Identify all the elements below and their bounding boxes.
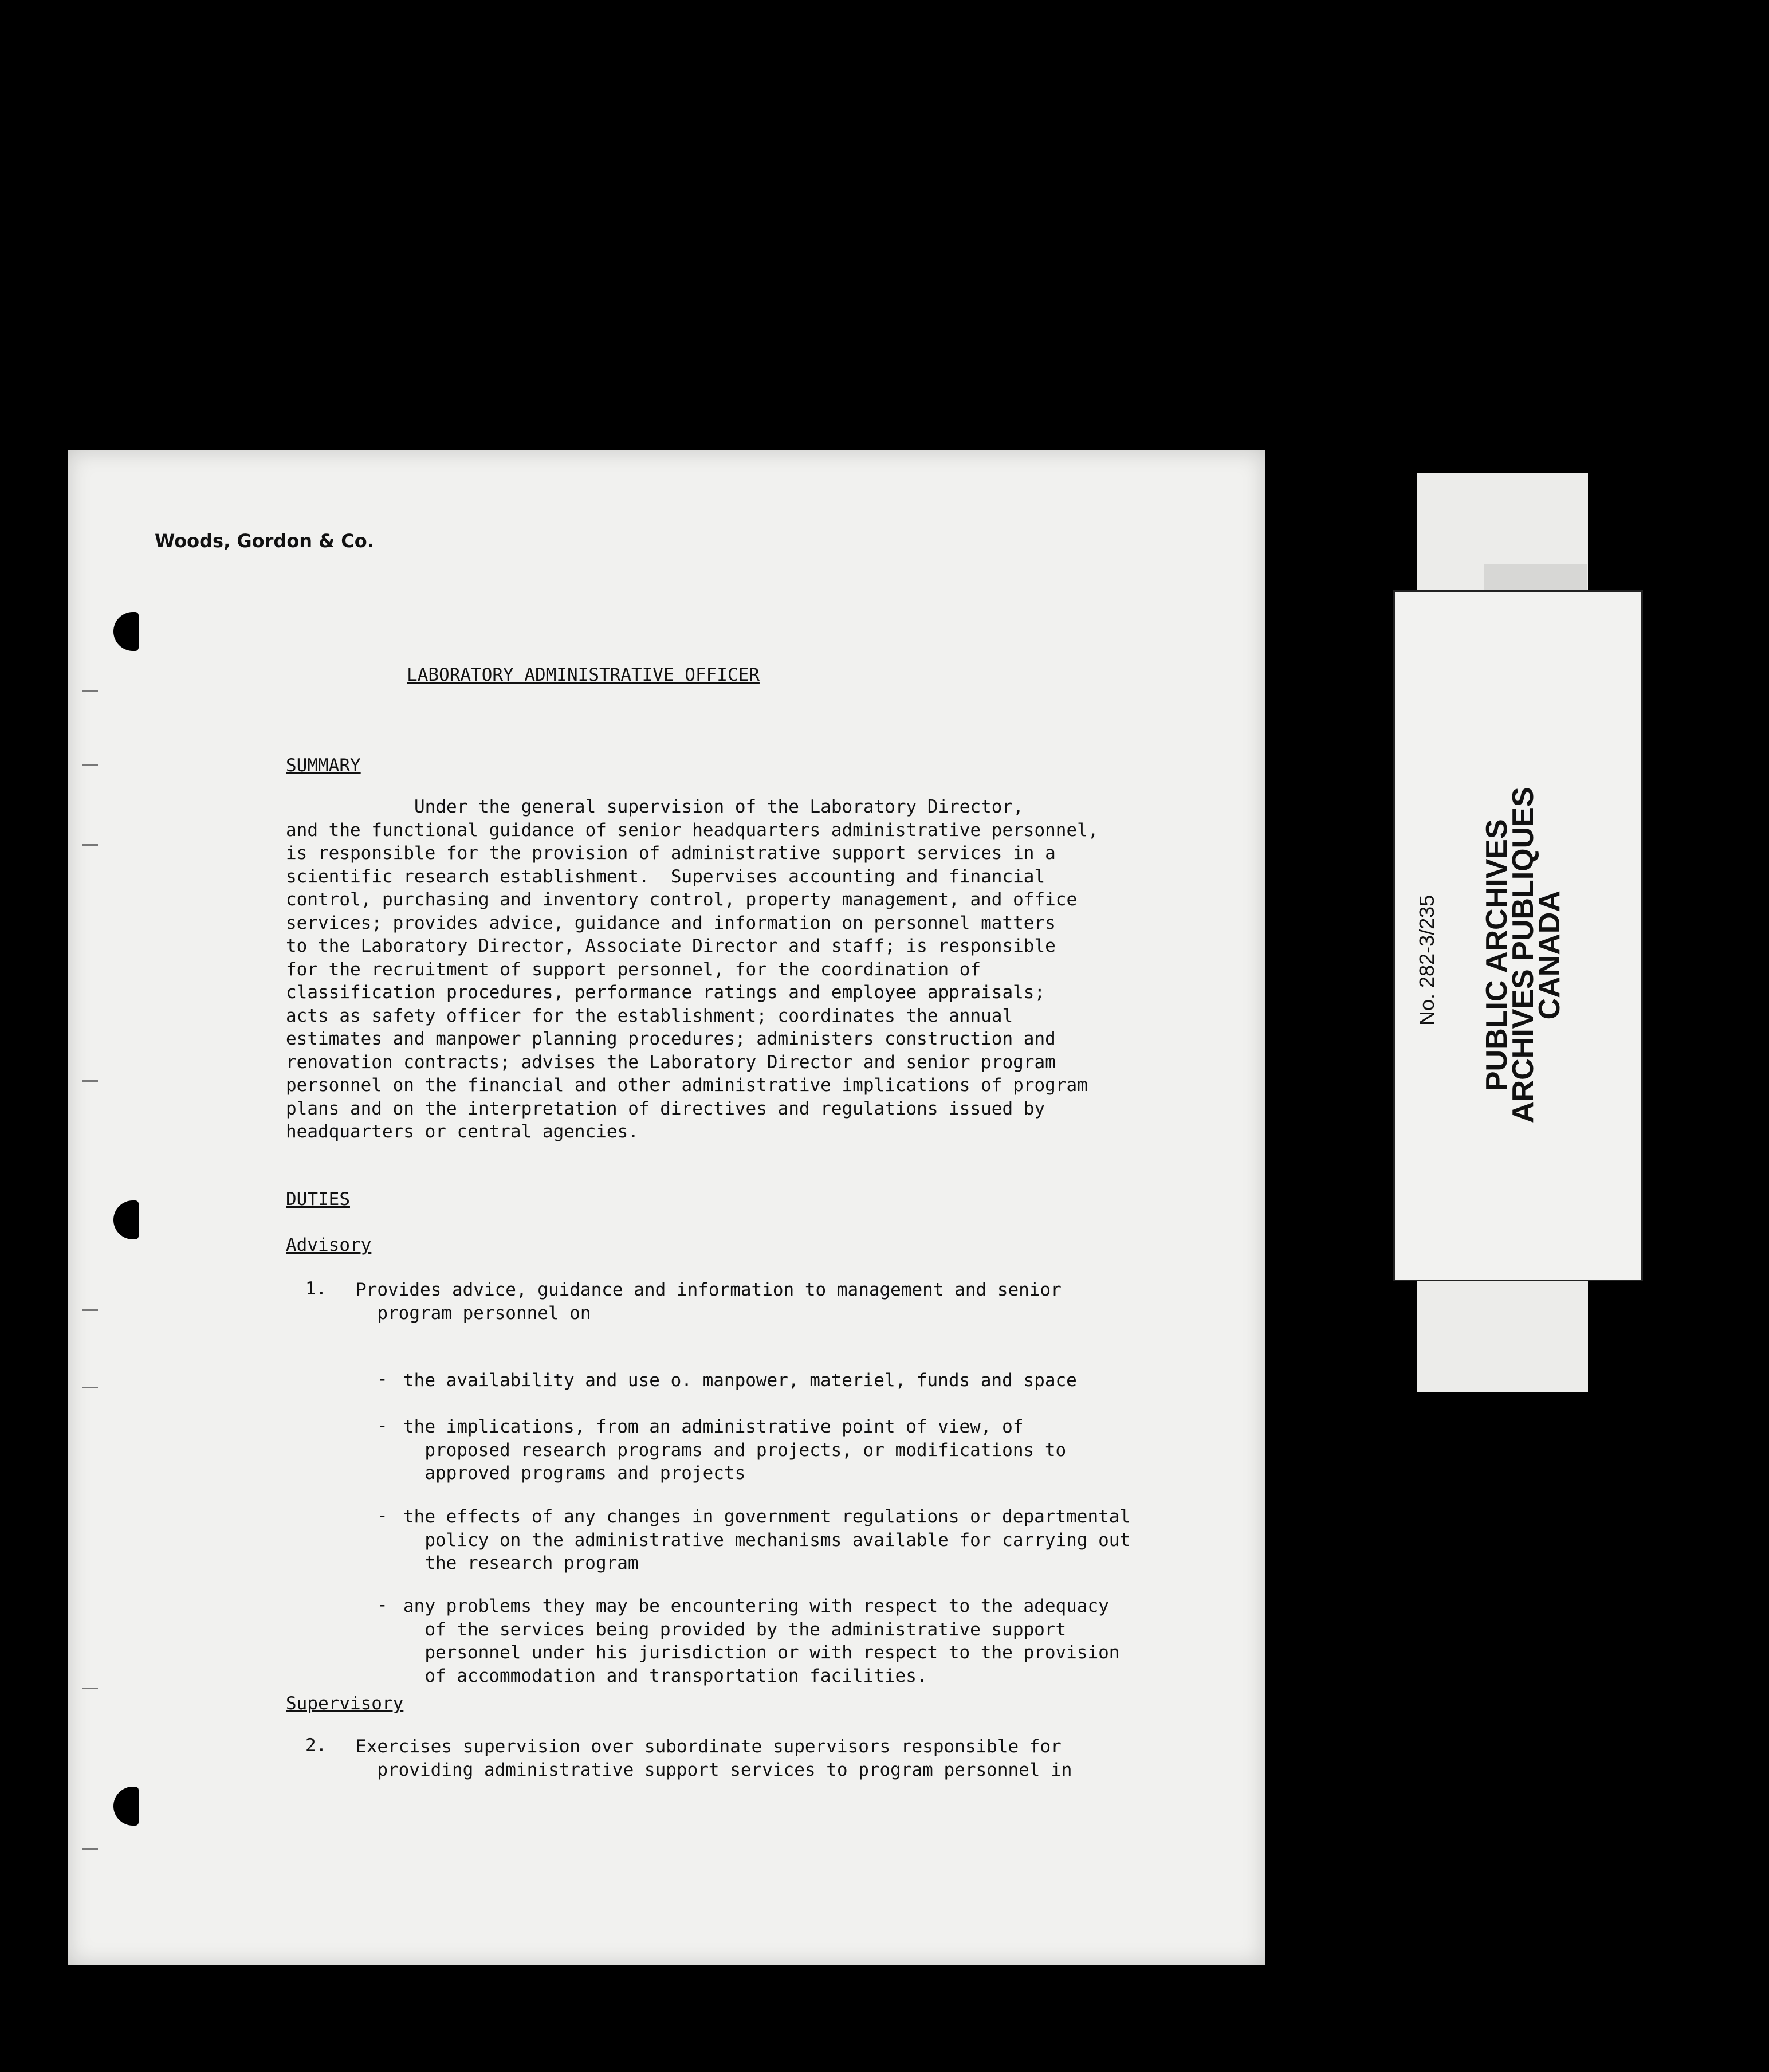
advisory-heading: Advisory (286, 1235, 372, 1255)
text-line: and the functional guidance of senior headquarters administrative personnel, (286, 819, 1099, 841)
text-line: program personnel on (356, 1302, 591, 1324)
text-line: estimates and manpower planning procedures; administers construction and (286, 1029, 1056, 1049)
text-line: for the recruitment of support personnel, for the coordination of (286, 959, 981, 980)
text-line: services; provides advice, guidance and information on personnel matters (286, 912, 1056, 933)
text-line: the implications, from an administrative point of view, of (403, 1416, 1024, 1437)
text-line: approved programs and projects (403, 1463, 746, 1484)
bullet-text (403, 1505, 1389, 1575)
document-title: LABORATORY ADMINISTRATIVE OFFICER (407, 665, 760, 685)
margin-tick (82, 1848, 98, 1850)
text-line: Exercises supervision over subordinate supervisors responsible for (356, 1736, 1062, 1757)
text-line: the availability and use o. manpower, materiel, funds and space (403, 1370, 1077, 1391)
text-line: the effects of any changes in government regulations or departmental (403, 1506, 1131, 1527)
document-page (68, 450, 1265, 1965)
text-line: Provides advice, guidance and information to management and senior (356, 1280, 1062, 1300)
archive-line: CANADA (1533, 890, 1566, 1020)
margin-tick (82, 1309, 98, 1311)
summary-heading: SUMMARY (286, 755, 361, 776)
item-2-text (356, 1735, 1341, 1781)
text-line: policy on the administrative mechanisms available for carrying out (403, 1529, 1131, 1551)
summary-paragraph (286, 795, 1271, 1144)
archive-number: No. 282-3/235 (1415, 894, 1438, 1026)
margin-tick (82, 690, 98, 692)
text-line: personnel on the financial and other administrative implications of program (286, 1075, 1088, 1096)
duties-heading: DUTIES (286, 1189, 350, 1210)
archive-name (1480, 787, 1566, 1123)
bullet-text (403, 1415, 1389, 1485)
item-number: 2. (305, 1735, 327, 1756)
text-line: acts as safety officer for the establishment; coordinates the annual (286, 1005, 1013, 1026)
margin-tick (82, 844, 98, 846)
bullet-text (403, 1595, 1389, 1688)
text-line: classification procedures, performance ratings and employee appraisals; (286, 982, 1045, 1003)
binder-hole-top (113, 612, 139, 651)
text-line: proposed research programs and projects, or modifications to (403, 1439, 1067, 1461)
text-line: control, purchasing and inventory control, property management, and office (286, 889, 1078, 910)
text-line: to the Laboratory Director, Associate Director and staff; is responsible (286, 936, 1056, 956)
item-1-text (356, 1278, 1341, 1325)
bullet-dash: - (377, 1369, 388, 1390)
bullet-dash: - (377, 1415, 388, 1436)
text-line: of accommodation and transportation facilities. (403, 1665, 927, 1686)
archive-line: PUBLIC ARCHIVES (1480, 819, 1514, 1092)
text-line: any problems they may be encountering with respect to the adequacy (403, 1596, 1109, 1616)
margin-tick (82, 1080, 98, 1082)
bullet-text (403, 1369, 1389, 1392)
text-line: personnel under his jurisdiction or with respect to the provision (403, 1642, 1120, 1663)
text-line: Under the general supervision of the Laboratory Director, (286, 796, 1024, 817)
margin-tick (82, 764, 98, 766)
text-line: providing administrative support services to program personnel in (356, 1759, 1072, 1780)
archive-line: ARCHIVES PUBLIQUES (1507, 787, 1540, 1123)
item-number: 1. (305, 1278, 327, 1299)
text-line: is responsible for the provision of administrative support services in a (286, 843, 1056, 864)
margin-tick (82, 1387, 98, 1388)
text-line: headquarters or central agencies. (286, 1121, 639, 1142)
binder-hole-bottom (113, 1787, 139, 1826)
supervisory-heading: Supervisory (286, 1693, 404, 1714)
text-line: plans and on the interpretation of directives and regulations issued by (286, 1098, 1045, 1119)
bullet-dash: - (377, 1505, 388, 1526)
letterhead: Woods, Gordon & Co. (155, 530, 374, 552)
text-line: the research program (403, 1553, 639, 1573)
text-line: renovation contracts; advises the Laboratory Director and senior program (286, 1051, 1056, 1073)
bullet-dash: - (377, 1595, 388, 1615)
text-line: of the services being provided by the administrative support (403, 1619, 1067, 1640)
margin-tick (82, 1688, 98, 1689)
binder-hole-middle (113, 1200, 139, 1239)
text-line: scientific research establishment. Supervises accounting and financial (286, 866, 1045, 887)
